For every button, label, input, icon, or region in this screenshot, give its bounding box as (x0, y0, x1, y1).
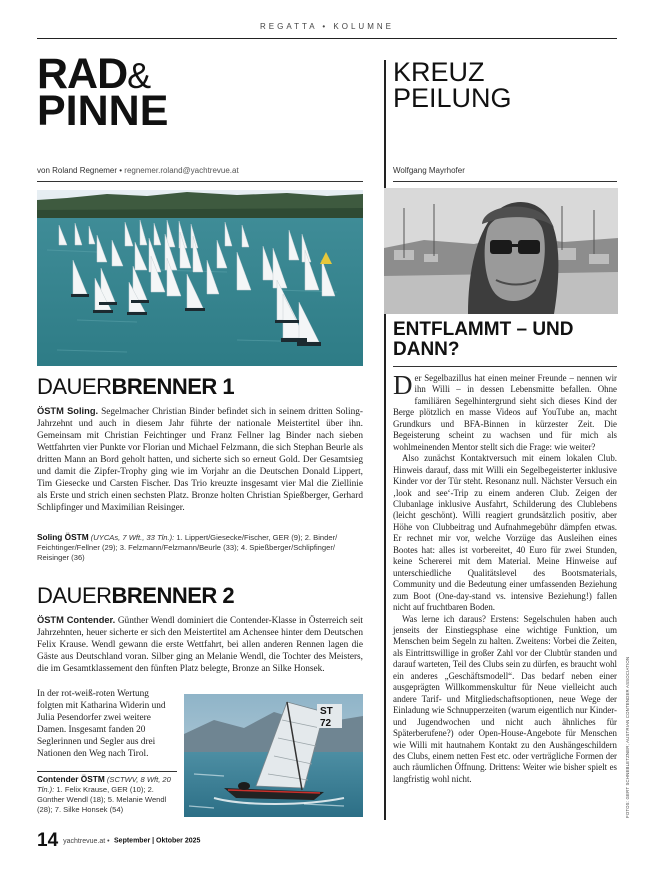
section2-body: ÖSTM Contender. Günther Wendl dominiert die Contender-Klasse in Österreich seit Jahrzehnten, heuer sicherte er sich den Meistertitel am Achensee hinter dem Deutschen Felix Krause. Wendl gewann die erste Wettfahrt, bei allen anderen Rennen lagen die Gäste aus Deutschland voran. Silber ging an Melanie Wendl, die Tochter des Meisters, die im Gesamtklassement den fünften Platz belegte, Bronze an Silke Honsek. (37, 615, 363, 674)
byline-rule-right (393, 181, 617, 182)
drop-cap: D (393, 370, 413, 400)
section2-body-continued: In der rot-weiß-roten Wertung folgten mit Katharina Widerin und Julia Pesendorfer zwei weitere Damen. Insgesamt fanden 20 Seglerinnen und Segler aus drei Nationen den Weg nach Tirol. (37, 689, 166, 759)
author-portrait-photo (384, 188, 618, 314)
sail-number: 72 (320, 718, 332, 729)
right-column-title: KREUZ PEILUNG (393, 57, 512, 113)
contender-dinghy-photo (184, 694, 363, 817)
kolumne-body (393, 370, 617, 785)
column-logo: RAD& PINNE (37, 50, 169, 135)
section-kicker: REGATTA • KOLUMNE (260, 22, 394, 31)
section2-results: Contender ÖSTM (SCTWV, 8 Wft, 20 Tln.): 1. Felix Krause, GER (10); 2. Günther Wendl (18); 5. Melanie Wendl (28); 7. Silke Honsek (54) (37, 774, 171, 814)
section2-heading: DAUERBRENNER 2 (37, 583, 235, 608)
right-column-headline: ENTFLAMMT – UND DANN? (393, 319, 574, 360)
headline-rule (393, 366, 617, 367)
byline-rule-left (37, 181, 363, 182)
section1-results: Soling ÖSTM (UYCAs, 7 Wft., 33 Tln.): 1. Lippert/Giesecke/Fischer, GER (9); 2. Binder/ Feichtinger/Fellner (29); 3. Felzmann/Felzmann/Beurle (33); 4. Spießberger/Schlipfinger/ Reisinger (36) (37, 532, 338, 562)
sail-number-class: ST (320, 706, 333, 717)
footer-site: yachtrevue.at • (63, 837, 110, 845)
results-rule (37, 771, 177, 772)
photo-credit: FOTOS: GERT SCHNEBLETZNER; AUSTRIAN CONTENDER ASSOCIATION (625, 656, 630, 818)
byline-left: von Roland Regnemer • regnemer.roland@yachtrevue.at (37, 166, 239, 175)
kolumne-paragraph-3: Was lerne ich daraus? Erstens: Segelschulen haben auch jenseits der Einstiegsphase eine wichtige Funktion, um Menschen beim Segeln zu halten. Zweitens: Vorbei die Zeiten, als Eintrittswillige in großer Zahl vor der Clubtür standen und darauf warteten, Teil des Clubs sein zu dürfen, es braucht wohl ein anderes „Geschäftsmodell“. Das bedarf neben einer ausgeprägten Willkommenskultur für Neue vielleicht auch andere Tarif- und Mitgliedschaftsoptionen, neue Wege der Einladung wie Schnupperzeiten (warum eigentlich nur Kinder- und Jugendwochen und nicht auch ähnliches für Späterberufene?) oder Open-House-Angebote für Menschen wie Willi mit hautnahem Kontakt zu den Aushängeschildern des Clubs, einem netten Fest etc. oder verträgliche Formen der auch räumlichen Öffnung. Drittens: Weiter wie bisher spielt es langfristig wohl nicht. (393, 613, 617, 784)
author-email[interactable]: regnemer.roland@yachtrevue.at (124, 166, 239, 175)
page-number: 14 (37, 830, 59, 851)
kolumne-paragraph-2: Also zunächst Kontaktversuch mit einem lokalen Club. Hinweis darauf, dass mit Willi ein Segelbegeisterter inklusive Kinder vor der Tür steht. Resonanz null. Nächster Versuch ein ‚look and see‘-Trip zu einem anderen Club. Zeigen der Clubanlage inklusive Ausfahrt, Schilderung des Clublebens (leicht geschönt). Willi reagiert grundsätzlich positiv, aber Höhe von Clubbeitrag und Aufnahmegebühr dämpfen etwas. Er rechnet mir vor, welche Vorzüge das Ausleihen eines Bootes hat: alles ist vorbereitet, 40 Euro für zwei Stunden, keine Schererei mit dem Material. Meine Hinweise auf unterschiedliche Qualitätslevel des Bootsmaterials, Community und die Bedeutung einer umfassenden Beziehung zum Boot (One-day-stand vs. intensive Beziehung!) fallen nicht auf fruchtbaren Boden. (393, 453, 617, 613)
byline-right: Wolfgang Mayrhofer (393, 166, 465, 175)
section1-heading: DAUERBRENNER 1 (37, 374, 235, 399)
kolumne-paragraph-1: Der Segelbazillus hat einen meiner Freunde – nennen wir ihn Willi – in dessen Lebensmitte befallen. Ohne familiären Segelhintergrund sieht sich dieses Kind der Berge plötzlich en masse Videos auf YouTube an, macht Grundkurs und BFA-Binnen in kürzester Zeit. Die Begeisterung scheint zu wachsen und für mich als wohlmeinenden Mentor stellt sich die Frage: wie weiter? (393, 370, 617, 452)
footer-issue-date: September | Oktober 2025 (114, 837, 201, 845)
section1-body: ÖSTM Soling. Segelmacher Christian Binder befindet sich in seinem dritten Soling-Jahrzehnt und auch in diesem Jahr führte der nationale Meistertitel über ihn. Gemeinsam mit Christian Feichtinger und Franz Fellner lag Binder nach sieben Wettfahrten vier Punkte vor Florian und Michael Felzmann, die sich Stephan Beurle als dritten Mann an Bord geholt hatten, und sicherte sich so erneut Gold. Der Gesamtsieg und damit die Zipfer-Trophy ging wie im Vorjahr an die Deutschen Donald Lippert, Tim Giesecke und Carsten Fischer. Das Trio kreuzte insgesamt vier Mal die Ziellinie als Erste und strich einen sechsten Platz. Bronze holten Christian Spießberger, Gerhard Schlipfinger und Maximilian Reisinger. (37, 406, 363, 513)
column-divider (384, 60, 386, 820)
page-footer (37, 830, 200, 852)
regatta-fleet-photo (37, 190, 363, 366)
top-divider (37, 38, 617, 39)
